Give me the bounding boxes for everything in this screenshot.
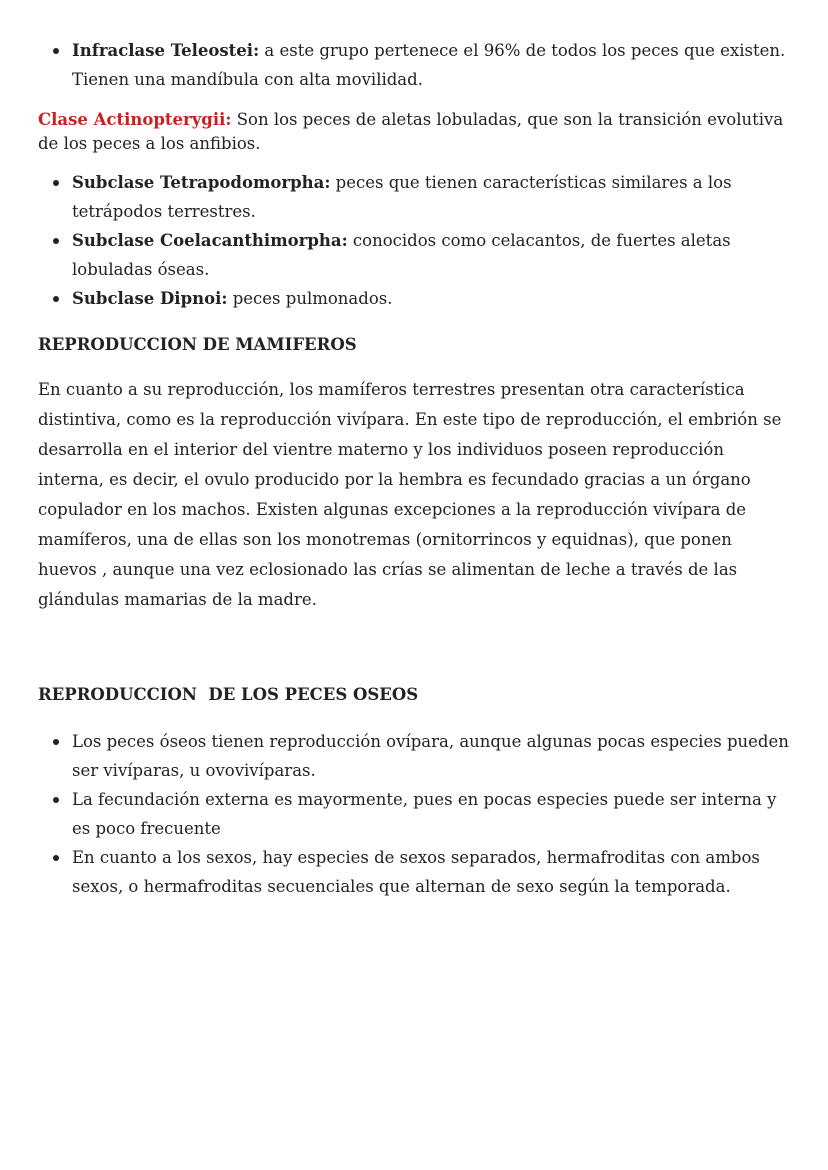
bony-fish-list: [38, 727, 792, 901]
item-label: Infraclase Teleostei:: [72, 41, 260, 60]
bullet-icon: [53, 855, 59, 861]
list-item: [38, 843, 792, 901]
item-text: conocidos como celacantos, de fuertes aletas lobuladas óseas.: [72, 231, 731, 279]
class-paragraph: [38, 108, 792, 156]
list-item: [38, 36, 792, 94]
mammals-paragraph: En cuanto a su reproducción, los mamíferos terrestres presentan otra característica distintiva, como es la reproducción vivípara. En este tipo de reproducción, el embrión se desarrolla en el interior del vientre materno y los individuos poseen reproducción interna, es decir, el ovulo producido por la hembra es fecundado gracias a un órgano copulador en los machos. Existen algunas excepciones a la reproducción vivípara de mamíferos, una de ellas son los monotremas (ornitorrincos y equidnas), que ponen huevos , aunque una vez eclosionado las crías se alimentan de leche a través de las glándulas mamarias de la madre.: [38, 380, 782, 609]
item-text: La fecundación externa es mayormente, pues en pocas especies puede ser interna y es poco frecuente: [72, 790, 777, 838]
list-item: [38, 168, 792, 226]
mammals-heading: REPRODUCCION DE MAMIFEROS: [38, 335, 357, 354]
bullet-icon: [53, 296, 59, 302]
item-label: Subclase Tetrapodomorpha:: [72, 173, 331, 192]
bullet-icon: [53, 238, 59, 244]
bullet-icon: [53, 180, 59, 186]
item-label: Subclase Coelacanthimorpha:: [72, 231, 348, 250]
item-text: En cuanto a los sexos, hay especies de sexos separados, hermafroditas con ambos sexos, o hermafroditas secuenciales que alternan de sexo según la temporada.: [72, 848, 760, 896]
item-label: Subclase Dipnoi:: [72, 289, 228, 308]
list-item: [38, 284, 792, 313]
bullet-icon: [53, 739, 59, 745]
item-text: Los peces óseos tienen reproducción ovípara, aunque algunas pocas especies pueden ser vivíparas, u ovovivíparas.: [72, 732, 789, 780]
list-item: [38, 785, 792, 843]
subclass-list: [38, 168, 792, 313]
class-label: Clase Actinopterygii:: [38, 110, 232, 129]
class-text: Son los peces de aletas lobuladas, que son la transición evolutiva de los peces a los anfibios.: [38, 110, 784, 153]
bony-fish-heading: REPRODUCCION DE LOS PECES OSEOS: [38, 685, 419, 704]
list-item: [38, 226, 792, 284]
document-page: [38, 36, 792, 901]
list-item: [38, 727, 792, 785]
item-text: peces pulmonados.: [227, 289, 393, 308]
bullet-icon: [53, 797, 59, 803]
bullet-icon: [53, 48, 59, 54]
infraclass-list: [38, 36, 792, 94]
item-text: a este grupo pertenece el 96% de todos los peces que existen. Tienen una mandíbula con alta movilidad.: [72, 41, 786, 89]
item-text: peces que tienen características similares a los tetrápodos terrestres.: [72, 173, 732, 221]
